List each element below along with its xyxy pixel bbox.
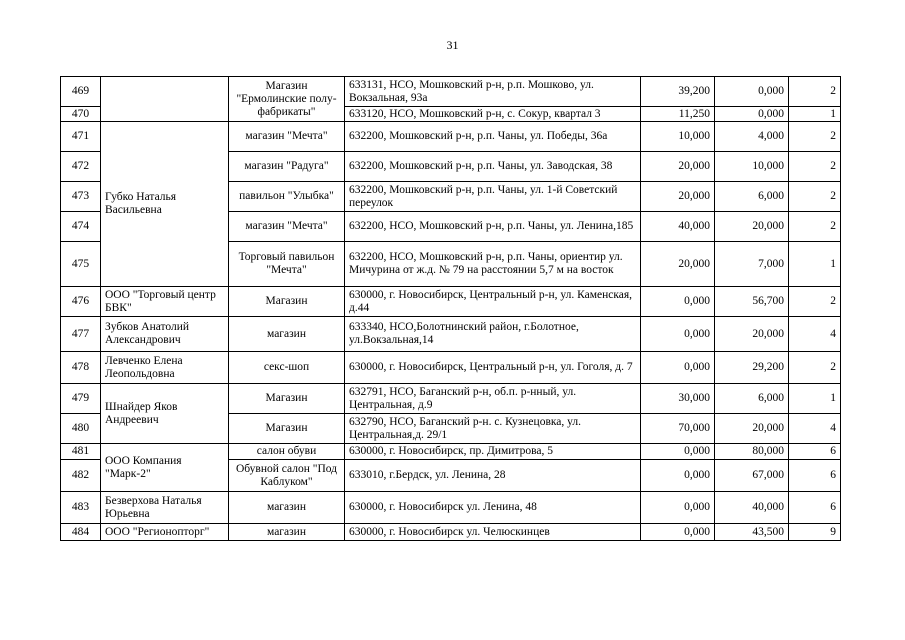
store-type: Обувной салон "Под Каблуком" xyxy=(229,460,345,492)
value-a: 20,000 xyxy=(641,152,715,182)
row-number: 472 xyxy=(61,152,101,182)
store-type: Магазин xyxy=(229,287,345,317)
registry-table xyxy=(60,76,841,541)
store-type: магазин xyxy=(229,524,345,541)
table-row xyxy=(61,384,841,414)
table-row xyxy=(61,122,841,152)
table-row xyxy=(61,444,841,460)
address: 633340, НСО,Болотнинский район, г.Болотное, ул.Вокзальная,14 xyxy=(345,317,641,352)
value-b: 0,000 xyxy=(715,77,789,107)
row-number: 480 xyxy=(61,414,101,444)
store-type: магазин "Мечта" xyxy=(229,212,345,242)
store-type: Магазин "Ермолинские полу-фабрикаты" xyxy=(229,77,345,122)
owner-name: Левченко Елена Леопольдовна xyxy=(101,352,229,384)
table-row xyxy=(61,287,841,317)
row-number: 475 xyxy=(61,242,101,287)
owner-name: Губко Наталья Васильевна xyxy=(101,122,229,287)
owner-name: ООО "Торговый центр БВК" xyxy=(101,287,229,317)
address: 632791, НСО, Баганский р-н, об.п. р-нный, ул. Центральная, д.9 xyxy=(345,384,641,414)
value-a: 30,000 xyxy=(641,384,715,414)
value-a: 0,000 xyxy=(641,287,715,317)
value-a: 0,000 xyxy=(641,352,715,384)
row-number: 473 xyxy=(61,182,101,212)
value-b: 10,000 xyxy=(715,152,789,182)
value-c: 2 xyxy=(789,287,841,317)
value-a: 0,000 xyxy=(641,460,715,492)
value-c: 6 xyxy=(789,460,841,492)
row-number: 483 xyxy=(61,492,101,524)
address: 630000, г. Новосибирск, пр. Димитрова, 5 xyxy=(345,444,641,460)
owner-name: ООО "Регионопторг" xyxy=(101,524,229,541)
value-c: 4 xyxy=(789,317,841,352)
row-number: 476 xyxy=(61,287,101,317)
value-c: 1 xyxy=(789,242,841,287)
value-b: 40,000 xyxy=(715,492,789,524)
row-number: 469 xyxy=(61,77,101,107)
value-b: 7,000 xyxy=(715,242,789,287)
address: 633120, НСО, Мошковский р-н, с. Сокур, квартал 3 xyxy=(345,107,641,122)
value-a: 11,250 xyxy=(641,107,715,122)
row-number: 471 xyxy=(61,122,101,152)
value-c: 6 xyxy=(789,492,841,524)
value-c: 2 xyxy=(789,352,841,384)
value-c: 2 xyxy=(789,212,841,242)
value-a: 70,000 xyxy=(641,414,715,444)
row-number: 481 xyxy=(61,444,101,460)
value-c: 6 xyxy=(789,444,841,460)
owner-name: Зубков Анатолий Александрович xyxy=(101,317,229,352)
store-type: магазин xyxy=(229,492,345,524)
store-type: салон обуви xyxy=(229,444,345,460)
row-number: 482 xyxy=(61,460,101,492)
table-row xyxy=(61,77,841,107)
value-b: 80,000 xyxy=(715,444,789,460)
store-type: Магазин xyxy=(229,384,345,414)
value-a: 10,000 xyxy=(641,122,715,152)
value-a: 40,000 xyxy=(641,212,715,242)
value-c: 2 xyxy=(789,122,841,152)
store-type: Магазин xyxy=(229,414,345,444)
value-a: 0,000 xyxy=(641,492,715,524)
store-type: Торговый павильон "Мечта" xyxy=(229,242,345,287)
value-b: 20,000 xyxy=(715,317,789,352)
value-b: 6,000 xyxy=(715,182,789,212)
row-number: 478 xyxy=(61,352,101,384)
value-b: 43,500 xyxy=(715,524,789,541)
row-number: 484 xyxy=(61,524,101,541)
value-b: 4,000 xyxy=(715,122,789,152)
value-c: 4 xyxy=(789,414,841,444)
address: 633010, г.Бердск, ул. Ленина, 28 xyxy=(345,460,641,492)
address: 633131, НСО, Мошковский р-н, р.п. Мошково, ул. Вокзальная, 93а xyxy=(345,77,641,107)
row-number: 474 xyxy=(61,212,101,242)
table-row xyxy=(61,352,841,384)
address: 632200, Мошковский р-н, р.п. Чаны, ул. Победы, 36а xyxy=(345,122,641,152)
value-b: 29,200 xyxy=(715,352,789,384)
row-number: 470 xyxy=(61,107,101,122)
store-type: магазин "Радуга" xyxy=(229,152,345,182)
owner-name: Шнайдер Яков Андреевич xyxy=(101,384,229,444)
value-b: 6,000 xyxy=(715,384,789,414)
value-a: 0,000 xyxy=(641,317,715,352)
value-c: 2 xyxy=(789,182,841,212)
value-c: 2 xyxy=(789,77,841,107)
value-b: 0,000 xyxy=(715,107,789,122)
row-number: 479 xyxy=(61,384,101,414)
value-a: 20,000 xyxy=(641,242,715,287)
page-number: 31 xyxy=(446,38,459,52)
value-c: 1 xyxy=(789,384,841,414)
value-a: 0,000 xyxy=(641,524,715,541)
table-row xyxy=(61,317,841,352)
value-b: 56,700 xyxy=(715,287,789,317)
address: 632200, НСО, Мошковский р-н, р.п. Чаны, ул. Ленина,185 xyxy=(345,212,641,242)
value-a: 20,000 xyxy=(641,182,715,212)
store-type: магазин xyxy=(229,317,345,352)
address: 632790, НСО, Баганский р-н. с. Кузнецовка, ул. Центральная,д. 29/1 xyxy=(345,414,641,444)
row-number: 477 xyxy=(61,317,101,352)
value-b: 20,000 xyxy=(715,212,789,242)
owner-name: ООО Компания "Марк-2" xyxy=(101,444,229,492)
store-type: магазин "Мечта" xyxy=(229,122,345,152)
address: 632200, Мошковский р-н, р.п. Чаны, ул. Заводская, 38 xyxy=(345,152,641,182)
address: 630000, г. Новосибирск ул. Челюскинцев xyxy=(345,524,641,541)
owner-name: Безверхова Наталья Юрьевна xyxy=(101,492,229,524)
value-c: 9 xyxy=(789,524,841,541)
value-c: 1 xyxy=(789,107,841,122)
address: 630000, г. Новосибирск, Центральный р-н, ул. Каменская, д.44 xyxy=(345,287,641,317)
value-b: 20,000 xyxy=(715,414,789,444)
address: 632200, Мошковский р-н, р.п. Чаны, ул. 1-й Советский переулок xyxy=(345,182,641,212)
store-type: секс-шоп xyxy=(229,352,345,384)
table-row xyxy=(61,524,841,541)
address: 630000, г. Новосибирск, Центральный р-н, ул. Гоголя, д. 7 xyxy=(345,352,641,384)
store-type: павильон "Улыбка" xyxy=(229,182,345,212)
owner-cell xyxy=(101,77,229,122)
value-b: 67,000 xyxy=(715,460,789,492)
value-c: 2 xyxy=(789,152,841,182)
value-a: 0,000 xyxy=(641,444,715,460)
address: 632200, НСО, Мошковский р-н, р.п. Чаны, ориентир ул. Мичурина от ж.д. № 79 на расстоянии 5,7 м на восток xyxy=(345,242,641,287)
table-row xyxy=(61,492,841,524)
value-a: 39,200 xyxy=(641,77,715,107)
address: 630000, г. Новосибирск ул. Ленина, 48 xyxy=(345,492,641,524)
